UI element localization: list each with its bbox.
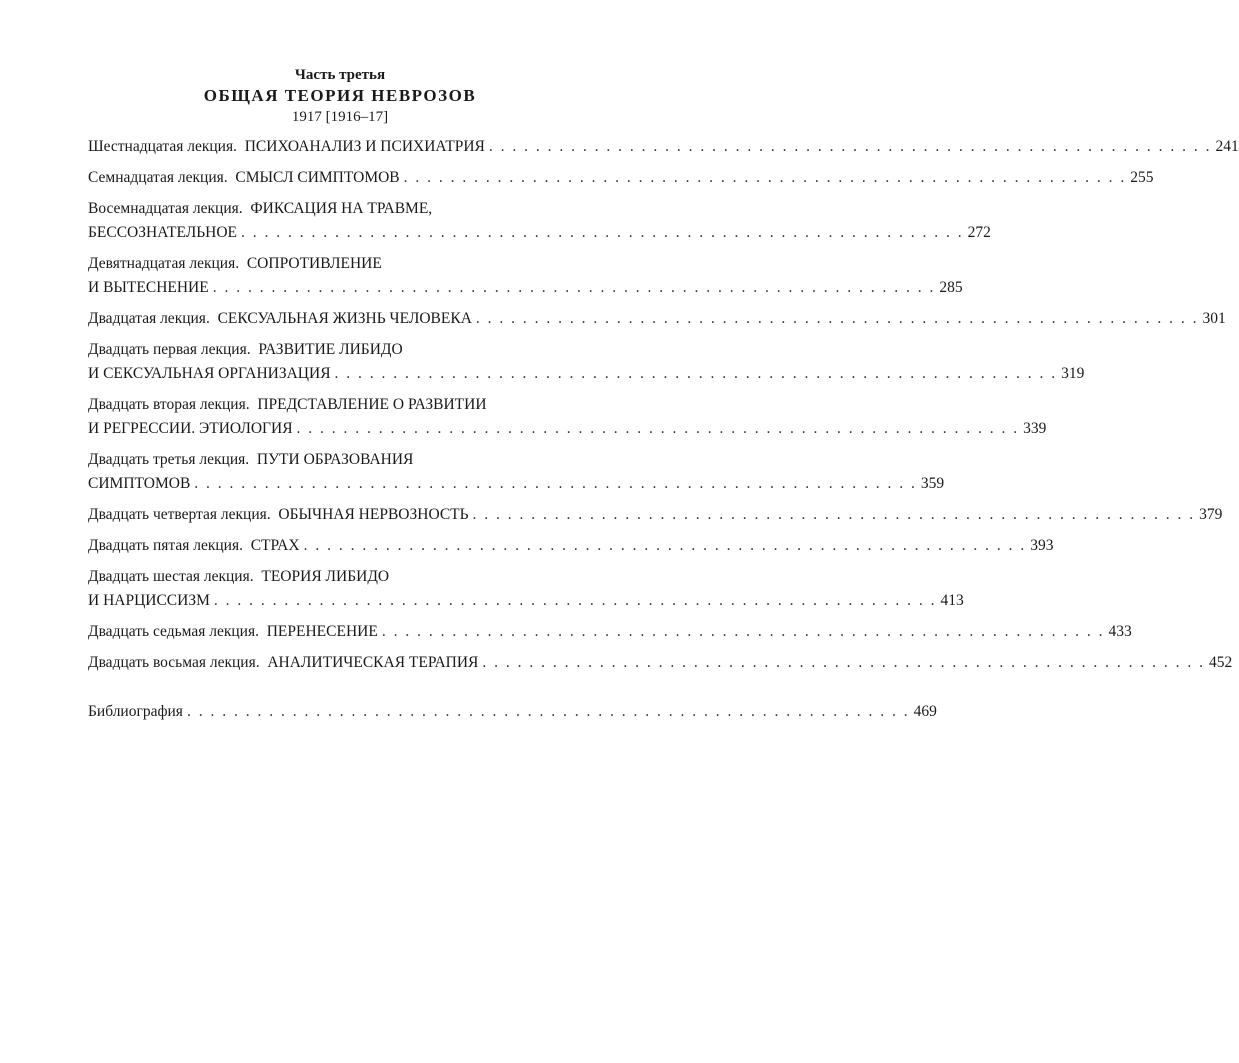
lecture-label: Семнадцатая лекция. <box>88 169 228 186</box>
page-number: 359 <box>920 475 945 492</box>
toc-entry-last-line <box>88 221 991 245</box>
toc-entry-text <box>88 166 400 190</box>
toc-entry <box>88 307 1226 331</box>
toc-entry-first-line <box>88 197 598 221</box>
toc-entry <box>88 534 1054 558</box>
lecture-title: СЕКСУАЛЬНАЯ ЖИЗНЬ ЧЕЛОВЕКА <box>217 310 472 327</box>
dot-leader: . . . . . . . . . . . . . . . . . . . . . . . . . . . . . . . . . . . . . . . . . . . . . . . . . . . . . . . . . . . . . . <box>241 224 964 241</box>
toc-entry <box>88 448 945 496</box>
page-number: 433 <box>1108 623 1132 640</box>
lecture-label: Двадцать пятая лекция. <box>88 537 243 554</box>
toc-entry-line <box>88 166 1154 190</box>
lecture-label: Двадцать первая лекция. <box>88 341 251 358</box>
dot-leader: . . . . . . . . . . . . . . . . . . . . . . . . . . . . . . . . . . . . . . . . . . . . . . . . . . . . . . . . . . . . . . <box>186 703 910 720</box>
dot-leader: . . . . . . . . . . . . . . . . . . . . . . . . . . . . . . . . . . . . . . . . . . . . . . . . . . . . . . . . . . . . . . <box>296 420 1020 437</box>
lecture-label: Восемнадцатая лекция. <box>88 200 243 217</box>
lecture-label: Двадцать шестая лекция. <box>88 568 254 585</box>
lecture-title: СМЫСЛ СИМПТОМОВ <box>235 169 400 186</box>
lecture-title-continued: И РЕГРЕССИИ. ЭТИОЛОГИЯ <box>88 420 293 437</box>
lecture-label: Шестнадцатая лекция. <box>88 138 237 155</box>
dot-leader: . . . . . . . . . . . . . . . . . . . . . . . . . . . . . . . . . . . . . . . . . . . . . . . . . . . . . . . . . . . . . . <box>475 310 1199 327</box>
toc-entry-text <box>88 307 472 331</box>
toc-entry-last-line <box>88 417 1047 441</box>
dot-leader: . . . . . . . . . . . . . . . . . . . . . . . . . . . . . . . . . . . . . . . . . . . . . . . . . . . . . . . . . . . . . . <box>212 279 936 296</box>
bibliography-label: Библиография <box>88 703 183 720</box>
page-number: 255 <box>1130 169 1154 186</box>
lecture-label: Девятнадцатая лекция. <box>88 255 240 272</box>
lecture-label: Двадцать восьмая лекция. <box>88 654 260 671</box>
lecture-title-continued: И СЕКСУАЛЬНАЯ ОРГАНИЗАЦИЯ <box>88 365 331 382</box>
page-number: 301 <box>1202 310 1226 327</box>
dot-leader: . . . . . . . . . . . . . . . . . . . . . . . . . . . . . . . . . . . . . . . . . . . . . . . . . . . . . . . . . . . . . . <box>194 475 917 492</box>
dot-leader: . . . . . . . . . . . . . . . . . . . . . . . . . . . . . . . . . . . . . . . . . . . . . . . . . . . . . . . . . . . . . . <box>303 537 1027 554</box>
toc-entry-first-line <box>88 252 598 276</box>
lecture-title: ФИКСАЦИЯ НА ТРАВМЕ, <box>250 200 433 217</box>
toc-entry-line <box>88 651 1233 675</box>
part-header <box>0 66 680 127</box>
page-number: 393 <box>1030 537 1054 554</box>
toc-entry-last-line <box>88 589 964 613</box>
toc-entry <box>88 197 991 245</box>
dot-leader: . . . . . . . . . . . . . . . . . . . . . . . . . . . . . . . . . . . . . . . . . . . . . . . . . . . . . . . . . . . . . . <box>334 365 1058 382</box>
lecture-title: АНАЛИТИЧЕСКАЯ ТЕРАПИЯ <box>267 654 479 671</box>
toc-entry <box>88 393 1047 441</box>
toc-entry-last-line <box>88 472 945 496</box>
toc-entry <box>88 338 1085 386</box>
toc-entry-line <box>88 534 1054 558</box>
toc-entry-text <box>88 503 469 527</box>
toc-entry <box>88 565 964 613</box>
table-of-contents <box>88 135 1239 724</box>
dot-leader: . . . . . . . . . . . . . . . . . . . . . . . . . . . . . . . . . . . . . . . . . . . . . . . . . . . . . . . . . . . . . . <box>488 138 1212 155</box>
part-title: ОБЩАЯ ТЕОРИЯ НЕВРОЗОВ <box>203 86 477 105</box>
lecture-title-continued: И НАРЦИССИЗМ <box>88 592 210 609</box>
toc-entry-first-line <box>88 448 598 472</box>
lecture-title-continued: БЕССОЗНАТЕЛЬНОЕ <box>88 224 238 241</box>
toc-entry <box>88 135 1239 159</box>
lecture-title: СОПРОТИВЛЕНИЕ <box>246 255 382 272</box>
toc-entry-first-line <box>88 565 598 589</box>
toc-entry-line <box>88 307 1226 331</box>
toc-entry-first-line <box>88 338 598 362</box>
toc-entry-line <box>88 620 1132 644</box>
page-number: 379 <box>1199 506 1223 523</box>
toc-entry-last-line <box>88 276 963 300</box>
toc-entry-line <box>88 503 1223 527</box>
dot-leader: . . . . . . . . . . . . . . . . . . . . . . . . . . . . . . . . . . . . . . . . . . . . . . . . . . . . . . . . . . . . . . <box>472 506 1196 523</box>
lecture-title: ПУТИ ОБРАЗОВАНИЯ <box>256 451 414 468</box>
toc-entry-text <box>88 620 378 644</box>
part-years: 1917 [1916–17] <box>291 109 389 125</box>
dot-leader: . . . . . . . . . . . . . . . . . . . . . . . . . . . . . . . . . . . . . . . . . . . . . . . . . . . . . . . . . . . . . . <box>482 654 1206 671</box>
page-number: 285 <box>939 279 963 296</box>
lecture-title-continued: СИМПТОМОВ <box>88 475 191 492</box>
lecture-title: ПЕРЕНЕСЕНИЕ <box>266 623 378 640</box>
page-number: 339 <box>1023 420 1047 437</box>
section-spacer <box>88 682 598 700</box>
dot-leader: . . . . . . . . . . . . . . . . . . . . . . . . . . . . . . . . . . . . . . . . . . . . . . . . . . . . . . . . . . . . . . <box>213 592 937 609</box>
dot-leader: . . . . . . . . . . . . . . . . . . . . . . . . . . . . . . . . . . . . . . . . . . . . . . . . . . . . . . . . . . . . . . <box>381 623 1105 640</box>
bibliography-entry <box>88 700 937 724</box>
page-number: 469 <box>913 703 937 720</box>
lecture-label: Двадцать четвертая лекция. <box>88 506 271 523</box>
page-number: 272 <box>967 224 991 241</box>
lecture-label: Двадцать вторая лекция. <box>88 396 250 413</box>
page-number: 241 <box>1215 138 1239 155</box>
toc-entry-text <box>88 135 485 159</box>
page-number: 413 <box>940 592 964 609</box>
lecture-title: ПРЕДСТАВЛЕНИЕ О РАЗВИТИИ <box>257 396 487 413</box>
lecture-label: Двадцатая лекция. <box>88 310 210 327</box>
lecture-title: СТРАХ <box>250 537 300 554</box>
lecture-label: Двадцать седьмая лекция. <box>88 623 259 640</box>
toc-entry <box>88 503 1223 527</box>
part-label: Часть третья <box>294 67 386 83</box>
toc-entry-text <box>88 651 478 675</box>
lecture-title: ПСИХОАНАЛИЗ И ПСИХИАТРИЯ <box>244 138 485 155</box>
page-number: 452 <box>1209 654 1233 671</box>
toc-entry <box>88 651 1233 675</box>
lecture-title: ОБЫЧНАЯ НЕРВОЗНОСТЬ <box>278 506 469 523</box>
toc-entry <box>88 620 1132 644</box>
lecture-title: РАЗВИТИЕ ЛИБИДО <box>258 341 403 358</box>
toc-entry <box>88 166 1154 190</box>
toc-entry-text <box>88 534 300 558</box>
lecture-title-continued: И ВЫТЕСНЕНИЕ <box>88 279 209 296</box>
toc-entry-line <box>88 135 1239 159</box>
lecture-title: ТЕОРИЯ ЛИБИДО <box>261 568 390 585</box>
page-number: 319 <box>1061 365 1085 382</box>
toc-entry <box>88 252 963 300</box>
lecture-label: Двадцать третья лекция. <box>88 451 250 468</box>
dot-leader: . . . . . . . . . . . . . . . . . . . . . . . . . . . . . . . . . . . . . . . . . . . . . . . . . . . . . . . . . . . . . . <box>403 169 1127 186</box>
toc-entry-last-line <box>88 362 1085 386</box>
toc-entry-first-line <box>88 393 598 417</box>
